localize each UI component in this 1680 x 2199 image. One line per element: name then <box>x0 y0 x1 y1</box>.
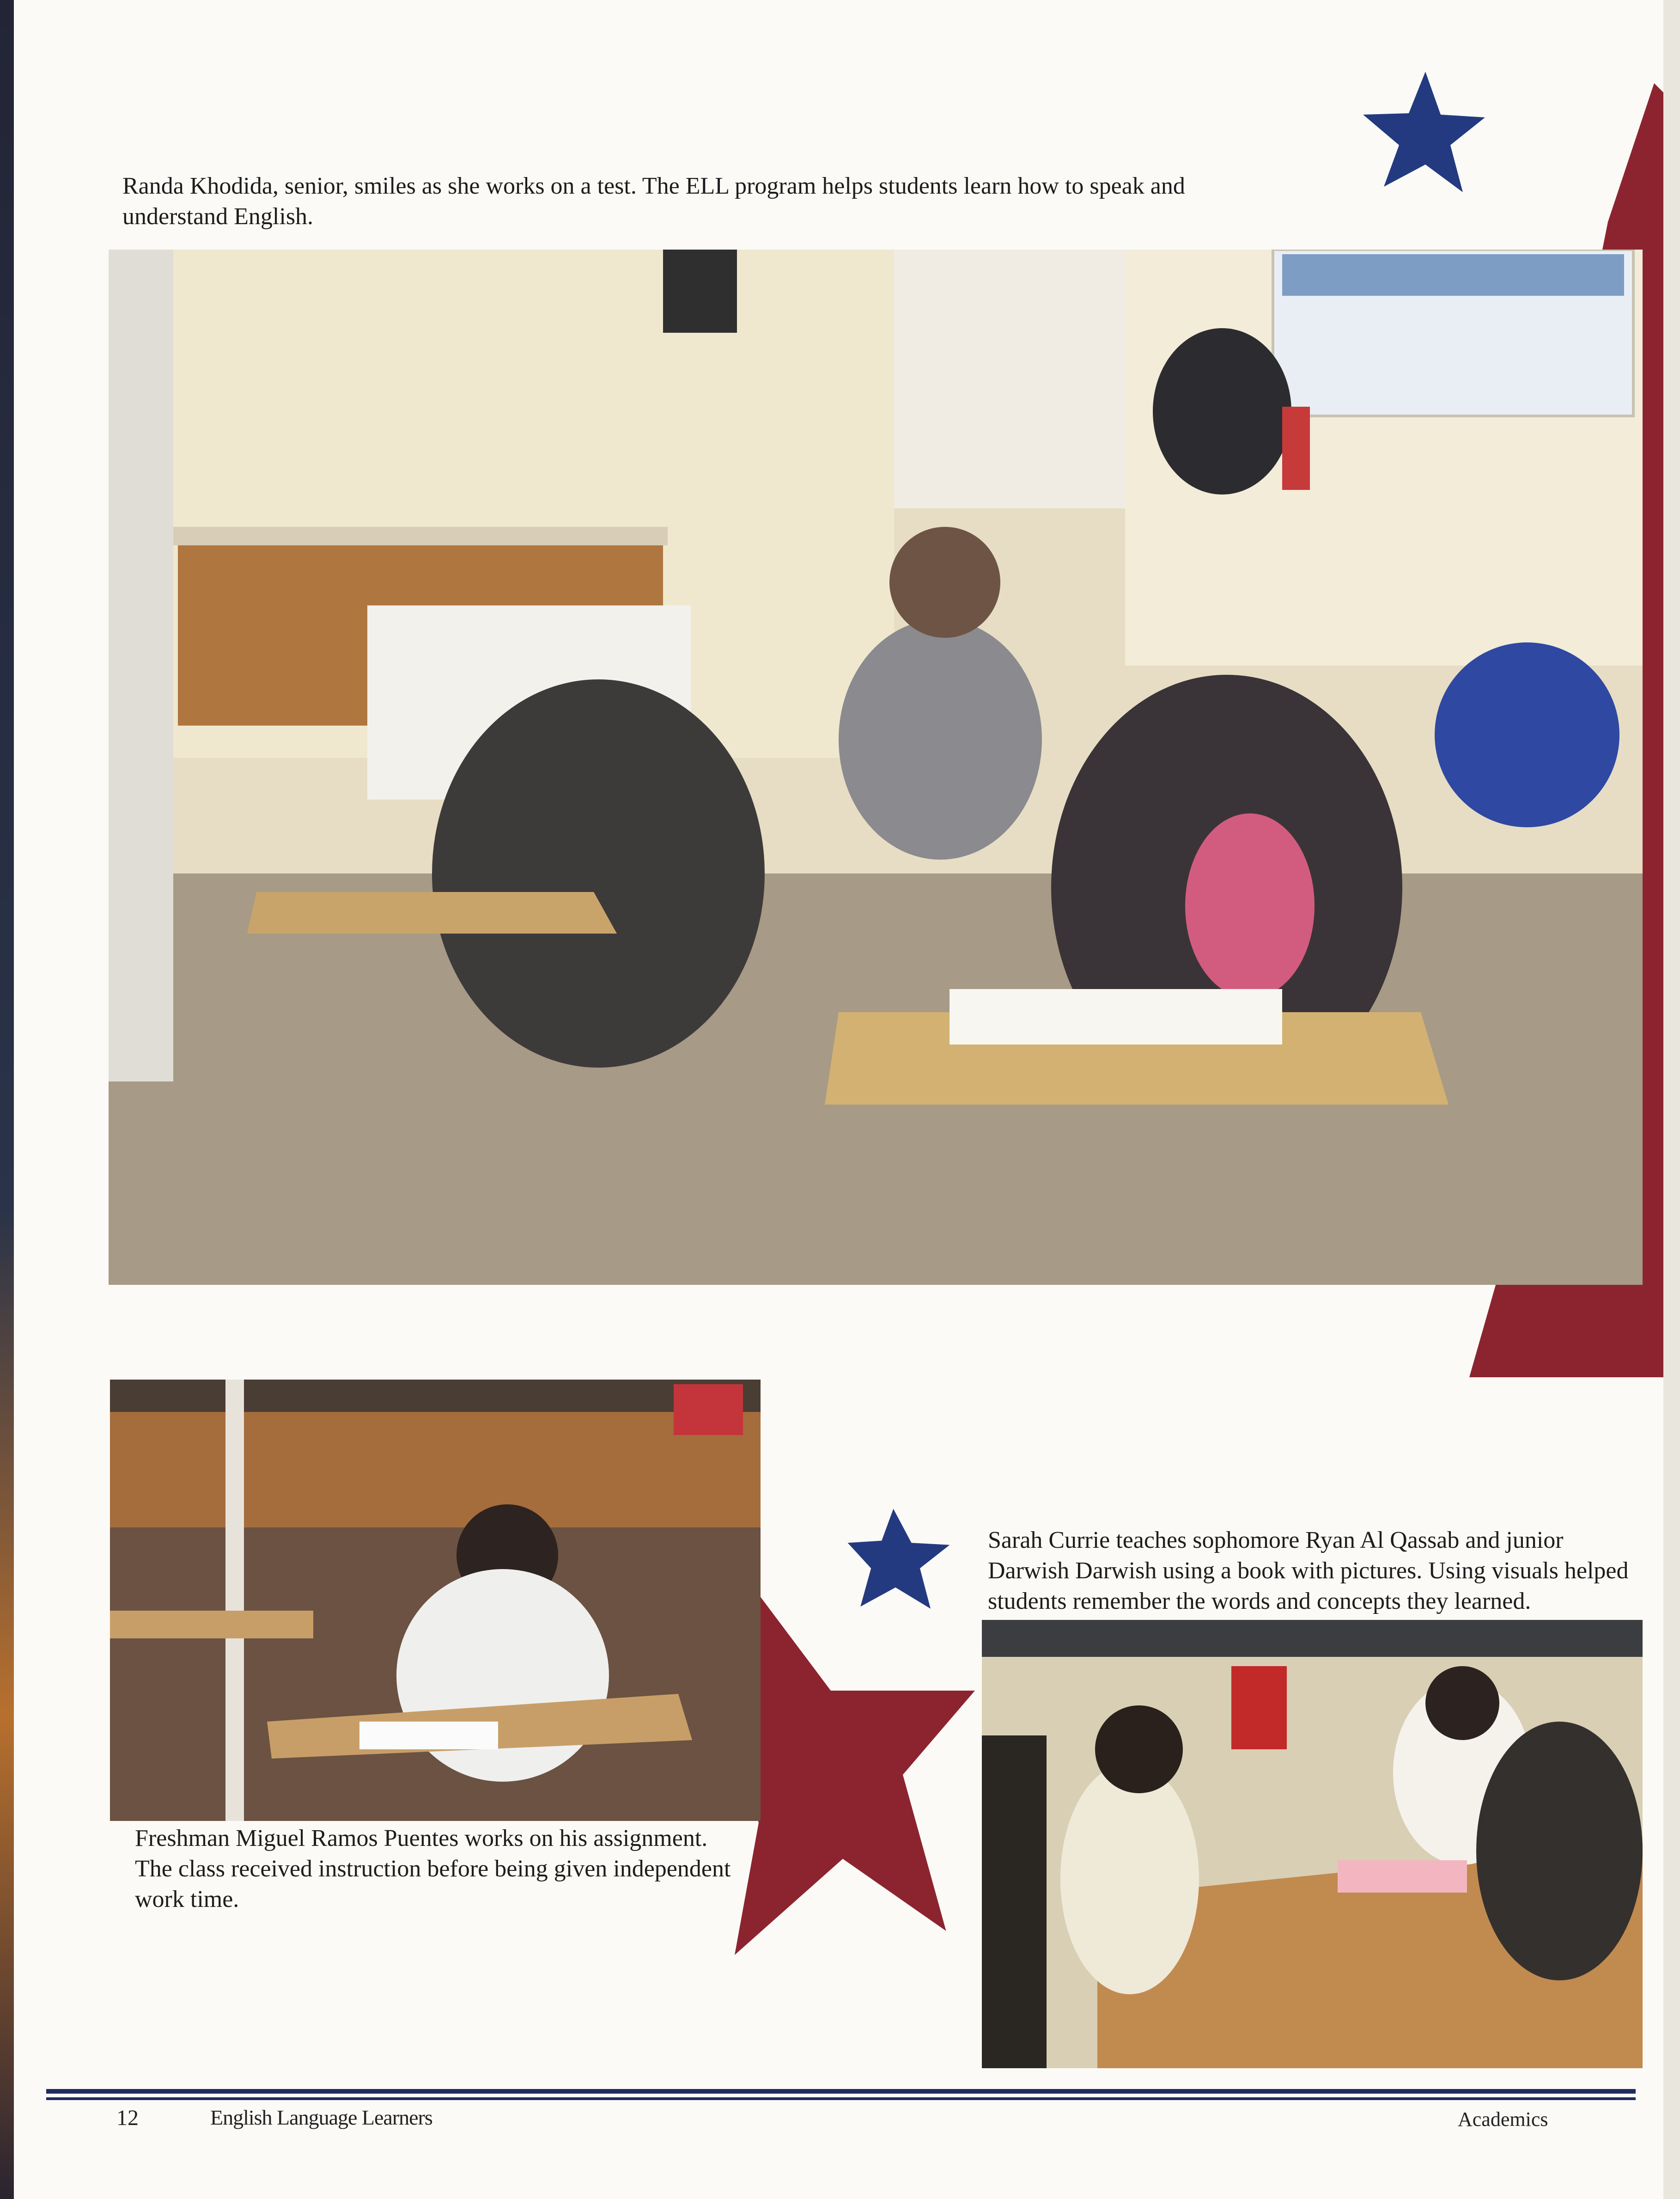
bottom-left-photo-caption: Freshman Miguel Ramos Puentes works on his assignment. The class received instruction before being given independent work time. <box>135 1825 731 1912</box>
page-number: 12 <box>116 2106 139 2130</box>
student-working-photo-illustration <box>110 1380 761 1821</box>
section-title: English Language Learners <box>210 2106 432 2129</box>
red-star-middle <box>735 1590 975 1960</box>
top-photo-caption: Randa Khodida, senior, smiles as she works on a test. The ELL program helps students learn how to speak and understand English. <box>122 173 1185 230</box>
right-page-edge <box>1663 0 1680 2199</box>
classroom-test-photo <box>109 250 1643 1285</box>
bottom-right-photo-caption: Sarah Currie teaches sophomore Ryan Al Qassab and junior Darwish Darwish using a book with pictures. Using visuals helped students remember the words and concepts they learned. <box>988 1527 1629 1614</box>
footer-rule-top <box>46 2089 1636 2094</box>
yearbook-page <box>14 0 1663 2199</box>
teacher-lesson-photo-illustration <box>982 1620 1643 2068</box>
student-working-photo <box>110 1380 761 1821</box>
classroom-test-photo-illustration <box>109 250 1643 1285</box>
left-binding-edge <box>0 0 14 2199</box>
teacher-lesson-photo <box>982 1620 1643 2068</box>
footer-rule-bottom <box>46 2097 1636 2100</box>
category-label: Academics <box>1458 2108 1548 2131</box>
